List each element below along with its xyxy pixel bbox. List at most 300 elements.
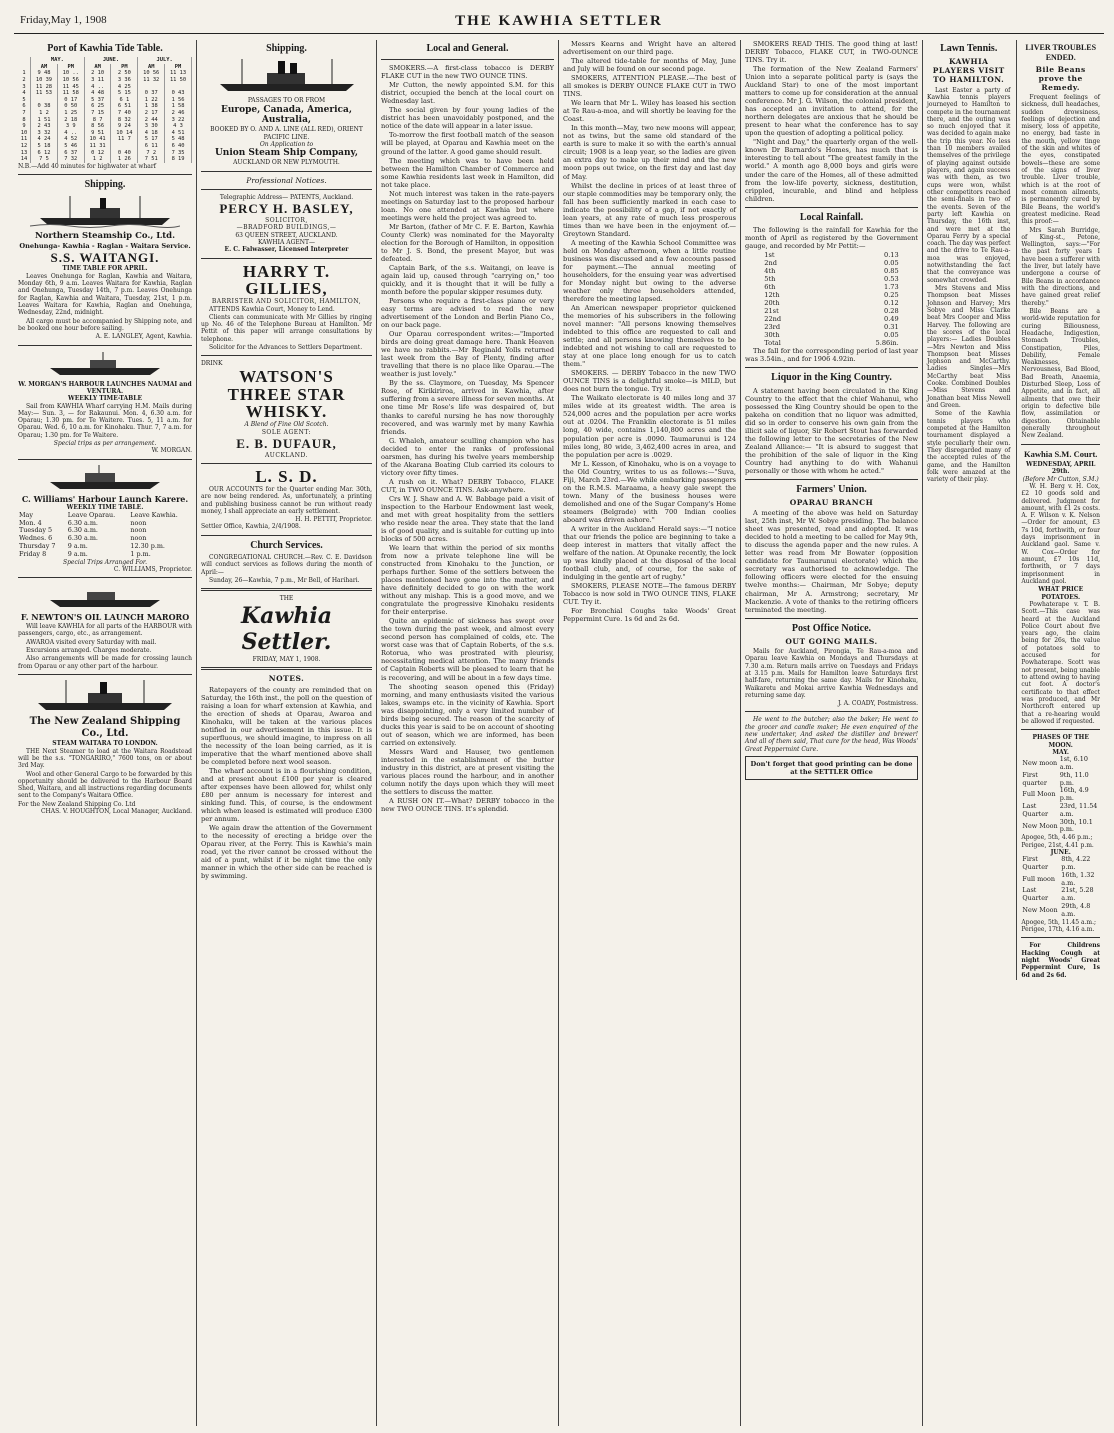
williams-cell: Thursday 7 [19, 542, 56, 550]
tide-cell: 10 .. [57, 70, 84, 77]
moon-cell: 1st, 6.10 a.m. [1059, 755, 1088, 771]
tide-cell: 7 40 [111, 110, 138, 117]
williams-cell: Leave Oparau. [67, 510, 116, 519]
local-p6: Not much interest was taken in the rate-payers meetings on Saturday last to the proposed harbour loan. No one attended at Kawhia but where meetings were held the project was agreed to. [381, 189, 554, 222]
watsons-sub: THREE STAR [227, 384, 346, 404]
tide-cell: 4 .. [84, 84, 111, 91]
tide-cell: 0 43 [165, 90, 192, 97]
tide-cell: 8 32 [111, 117, 138, 124]
liver-heading: LIVER TROUBLES ENDED. [1025, 43, 1097, 62]
rainfall-cell: 20th [764, 299, 780, 308]
lsd-office: Settler Office, Kawhia, 2/4/1908. [201, 523, 301, 531]
tide-ampm: PM [111, 64, 138, 71]
tennis-text2: Mrs Stevens and Miss Thompson beat Misses Johnson and Harvey; Mrs Sobye and Miss Clarke beat Mrs Cooper and Miss Harvey. The following are the scores of the local players:— Ladies Doubles—Mrs Newton and Miss Thompson beat Misses Jephson and McCarthy. Ladies Singles—Mrs McCarthy beat Miss Cooke. Combined Doubles—Miss Stevens and Jonathan beat Miss Newell and Green. [927, 285, 1011, 410]
moon-cell: 16th, 4.9 p.m. [1059, 786, 1089, 803]
tide-ampm: PM [165, 64, 192, 71]
moon-row [1021, 772, 1100, 788]
newton-text2: AWAROA visited every Saturday with mail. [26, 638, 157, 646]
rainfall-cell: 2nd [764, 258, 777, 267]
tide-cell: 7 51 [138, 156, 165, 163]
tide-ampm: PM [57, 64, 84, 71]
tide-cell: 11 [18, 136, 31, 143]
williams-row [18, 551, 192, 559]
williams-title: C. Williams' Harbour Launch Karere. [21, 493, 189, 504]
tide-cell: 1 38 [138, 103, 165, 110]
tide-row [18, 77, 192, 84]
tide-cell: 11 7 [111, 136, 138, 143]
tide-row [18, 117, 192, 124]
nzship-sub: STEAM WAITARA TO LONDON. [52, 740, 158, 748]
tide-cell: 4 24 [31, 136, 58, 143]
rainfall-row [762, 275, 900, 283]
moon-cell: 23rd, 11.54 a.m. [1059, 802, 1098, 818]
tide-month: JUNE. [84, 57, 138, 64]
tide-cell: 1 [18, 70, 31, 77]
local-p9: Persons who require a first-class piano or very easy terms are advised to read the new advertisement of the London and Berlin Piano Co., on our back page. [381, 297, 554, 330]
rainfall-cell: 6th [764, 283, 776, 292]
passages-line2: Europe, Canada, America, Australia, [220, 104, 353, 126]
williams-cell: 1 p.m. [130, 549, 151, 558]
moon-may-note: Apogee, 5th, 4.46 p.m.; Perigee, 21st, 4.41 p.m. [1021, 834, 1094, 849]
tide-cell: 10 41 [84, 136, 111, 143]
steamship-icon [30, 679, 180, 713]
tide-cell: 11 28 [31, 84, 58, 91]
tide-row [18, 110, 192, 117]
col4-p5: In this month—May, two new moons will appear, not as twins, but the same old standard of the earth is sure to make it so with the earth's annual circuit; 1908 is a leap year, so the ladies are given an extra day to make up their mind and the new moon pops out twice, on the first day and last day of May. [563, 124, 736, 181]
tide-cell: 2 50 [111, 70, 138, 77]
moon-row [1021, 856, 1100, 872]
watsons-name: WATSON'S [239, 366, 334, 386]
rainfall-cell: 0.05 [884, 258, 899, 267]
tide-row [18, 143, 192, 150]
williams-table [18, 512, 192, 559]
tide-cell: 3 30 [138, 123, 165, 130]
williams-row [18, 512, 192, 520]
moon-may-table [1021, 756, 1100, 834]
local-p12: G. Whaleh, amateur sculling champion who has decided to enter the ranks of professional oarsmen, has during his twelve years membership of the Akarana Boating Club carried its colours to victory over fifty times. [381, 436, 554, 477]
tide-cell: 11 58 [57, 90, 84, 97]
local-p1: SMOKERS.—A first-class tobacco is DERBY FLAKE CUT in the new TWO OUNCE TINS. [381, 64, 554, 81]
potatoes-text: Powhaterape v. T. B. Scott.—This case was heard at the Auckland Police Court about five years ago, the claim being for 26s, the value of potatoes sold to accused for Powhaterape. Scott was not present, being unable to attend owing to having cut foot. A doctor's certificate to that effect was produced, and Mr Northcroft entered up that a re-hearing would be allowed if requested. [1021, 600, 1100, 725]
tide-row [18, 136, 192, 143]
farmers-sub: OPARAU BRANCH [789, 498, 874, 508]
moon-cell: New moon [1022, 759, 1058, 768]
basley-addr: —BRADFORD BUILDINGS,— [236, 224, 337, 232]
moon-cell: First Quarter [1022, 855, 1049, 872]
col4-p4: We learn that Mr L. Wiley has leased his section at Te Rau-a-moa, and will shortly be leaving for the Coast. [563, 99, 736, 124]
moon-cell: First quarter [1022, 770, 1047, 787]
gillies-text2: Clients can communicate with Mr Gillies by ringing up No. 46 of the Telephone Bureau at Hamilton. Mr Pettit of this paper will arrange consultations by telephone. [201, 313, 372, 343]
rainfall-row [762, 291, 900, 299]
tide-cell: 13 [18, 150, 31, 157]
issue-date: Friday,May 1, 1908 [20, 14, 107, 26]
rainfall-cell: 0.12 [884, 299, 899, 308]
rainfall-cell: 23rd [764, 323, 781, 332]
moon-cell: 9th, 11.0 p.m. [1059, 770, 1089, 787]
williams-cell: 12.30 p.m. [130, 542, 165, 550]
local-p17: The shooting season opened this (Friday) morning, and many enthusiasts visited the various lakes, swamps etc. in the vicinity of Kawhia. Sport was disappointing, only a very limited number of birds being secured. The reason of the scarcity of ducks this year is said to be on account of shooting out of season, which we are informed, has been carried on extensively. [381, 682, 554, 747]
court-date: WEDNESDAY, APRIL 29th. [1026, 460, 1096, 476]
tide-cell: 9 [18, 123, 31, 130]
morgan-title: W. MORGAN'S HARBOUR LAUNCHES NAUMAI and VENTURA. [18, 380, 192, 395]
tide-cell: 4 51 [165, 130, 192, 137]
tide-cell: 1 58 [165, 103, 192, 110]
tide-cell: 3 36 [111, 77, 138, 84]
watsons-whisky: WHISKY. [245, 402, 328, 422]
tide-cell: 5 48 [165, 136, 192, 143]
local-p11: By the ss. Claymore, on Tuesday, Ms Spencer Rose, of Kirikiriroa, arrived in Kawhia, after suffering from a severe illness for seven months. At one time Mr Rose's life was despaired of, but thanks to careful nursing he has now thoroughly recovered, and was warmly met by many Kawhia friends. [381, 379, 554, 436]
williams-timetable: WEEKLY TIME TABLE. [66, 504, 144, 512]
watsons-drink: DRINK [201, 360, 223, 368]
columns [14, 40, 1104, 1426]
tide-cell: 2 17 [138, 110, 165, 117]
col5-p1: The formation of the New Zealand Farmers' Union into a separate political party is (says the Auckland Star) to one of the most important matters to come up for consideration at the annual conference. Mr J. G. Wilson, the colonial president, has accepted an invitation to attend, for the northern delegates are anxious that he should be present to hear what the conference has to say upon the question of adopting a political policy. [745, 65, 918, 138]
notes-title: NOTES. [268, 674, 305, 684]
rainfall-cell: 30th [764, 331, 780, 340]
column-6 [922, 40, 1104, 1426]
tide-cell: 3 9 [57, 123, 84, 130]
steamship-icon [30, 194, 180, 228]
passages-line4: On Application to [259, 141, 314, 149]
watsons-blend: A Blend of Fine Old Scotch. [244, 421, 329, 429]
tide-cell: 11 50 [165, 77, 192, 84]
morgan-note: Special trips as per arrangement. [53, 440, 157, 448]
gillies-text: ATTENDS Kawhia Court, Money to Lend. [209, 305, 335, 313]
tide-cell: 2 [18, 77, 31, 84]
moon-cell: Full Moon [1022, 790, 1056, 799]
tide-month: MAY. [31, 57, 85, 64]
passages-line3: BOOKED BY O. AND A. LINE (ALL RED), ORIENT PACIFIC LINE. [210, 126, 363, 141]
rainfall-row [762, 315, 900, 323]
local-p14: Crs W. J. Shaw and A. W. Babbage paid a visit of inspection to the Harbour Endowment last week, and met with great hospitality from the settlers who reside near the area. They state that the land is of good quality, and is suitable for cutting up into blocks of 500 acres. [381, 494, 554, 543]
williams-cell: 9 a.m. [67, 542, 88, 550]
tide-cell: 9 48 [31, 70, 58, 77]
moon-row [1021, 756, 1100, 772]
morgan-text: Sail from KAWHIA Wharf carrying H.M. Mails during May:— Sun. 3, — for Rakaunui. Mon. 4, 6.30 a.m. for Oparau; 1.30 pm. for Te Waitere. Tues. 5, 11 a.m. for Oparau. Wed. 6, 10 a.m. for Kinohaku. Thur. 7, 7 a.m. for Oparau; 1.30 pm. for Te Waitere. [18, 402, 192, 439]
church-text2: Sunday, 26—Kawhia, 7 p.m., Mr Bell, of Harihari. [209, 576, 360, 584]
farmers-heading: Farmers' Union. [796, 483, 867, 495]
column-4 [558, 40, 740, 1426]
local-p5: The meeting which was to have been held between the Hamilton Chamber of Commerce and some Kawhia residents last week in Hamilton, did not take place. [381, 156, 554, 189]
moon-cell: New Moon [1022, 906, 1058, 914]
col5-p0: SMOKERS READ THIS. The good thing at last! DERBY Tobacco, FLAKE CUT, in TWO-OUNCE TINS. Try it. [745, 40, 918, 65]
watsons-city: AUCKLAND. [264, 451, 309, 459]
passages-line6: AUCKLAND OR NEW PLYMOUTH. [233, 159, 340, 167]
tide-cell: 11 45 [57, 84, 84, 91]
notes-p1: Ratepayers of the county are reminded that on Saturday, the 16th inst., the poll on the question of raising a loan for wharf extension at Kawhia, and the erection of sheds at Oparau, Awaroa and Kinohaku, will be taken at the various places notified in our advertisement in this issue. It is superfluous, we should imagine, to impress on all the necessity of the loan being carried, as it is imperative that the wharf mentioned above shall be completed before next wool season. [201, 685, 372, 766]
rainfall-row [762, 267, 900, 275]
post-text: Mails for Auckland, Pirongia, Te Rau-a-moa and Oparau leave Kawhia on Mondays and Thursdays at 7.30 a.m. Return mails arrive on Tuesdays and Fridays at 3.15 p.m. Mails for Hamilton leave Saturdays first half-fare, returning the same day. Mails for Kinohaku, Waikaretu and Mokai arrive Kawhia Wednesdays and returning same day. [745, 647, 918, 699]
tide-cell: 4 .. [57, 130, 84, 137]
moon-june-note: Apogee, 5th, 11.45 a.m.; Perigee, 17th, 4.16 a.m. [1021, 918, 1097, 934]
tide-cell: 1 26 [111, 156, 138, 163]
rainfall-cell: 0.49 [884, 315, 899, 324]
moon-row [1021, 872, 1100, 888]
moon-row [1021, 903, 1100, 919]
liquor-heading: Liquor in the King Country. [771, 372, 892, 384]
tide-cell: 0 50 [57, 103, 84, 110]
tide-cell: 3 32 [31, 130, 58, 137]
col4-p6: Whilst the decline in prices of at least three of our staple commodities may be temporary only, the fall has been sufficiently marked in each case to indicate the possibility of a gap, if not exactly of lean years, at any rate of much less prosperous times than we have been in the enjoyment of.—Greytown Standard. [563, 181, 736, 238]
tide-row [18, 97, 192, 104]
moon-june-table [1021, 856, 1100, 919]
tide-cell: 0 17 [57, 97, 84, 104]
rainfall-row [762, 307, 900, 315]
tide-cell: 7 32 [57, 156, 84, 163]
morgan-timetable: WEEKLY TIME-TABLE [67, 395, 143, 403]
williams-cell: 9 a.m. [67, 549, 88, 558]
williams-cell: noon [130, 534, 147, 543]
moon-row [1021, 819, 1100, 835]
post-heading: Post Office Notice. [791, 622, 872, 634]
local-p8: Captain Bark, of the s.s. Waitangi, on leave is again laid up, caused through "carrying on," too quickly, and it is thought that it will be fully a month before the popular skipper resumes duty. [381, 263, 554, 297]
tide-cell: 4 18 [138, 130, 165, 137]
tide-cell: 6 25 [84, 103, 111, 110]
basley-role: SOLICITOR, [265, 216, 308, 224]
nsco-timetable: TIME TABLE FOR APRIL. [62, 265, 148, 273]
tennis-text: Last Easter a party of Kawhia tennis players journeyed to Hamilton to compete in the tournament there, and the outing was so much enjoyed that it was decided to again make the trip this year. No less than 10 members availed themselves of the privilege of playing against outside players, and again success was with them, as two cups were won, whilst other competitors reached the semi-finals in two of the events. Seven of the party left Kawhia on Thursday, the 16th inst, and were met at the Oparau Ferry by a special coach. The day was perfect and the drive to Te Rau-a-moa was enjoyed, notwithstanding the fact that the conveyance was somewhat crowded. [927, 86, 1011, 284]
col5-p2: "Night and Day," the quarterly organ of the well-known Dr Barnardo's Homes, has much that is interesting to tell about "The greatest family in the world." A month ago 8,000 boys and girls were under the care of the Homes, all of these admitted from the low-life poverty, sickness, destitution, crippled, incurable, and blind and helpless children. [745, 138, 918, 203]
williams-cell: noon [130, 526, 147, 535]
tide-cell: 10 56 [138, 70, 165, 77]
nsco-note: All cargo must be accompanied by Shipping note, and be booked one hour before sailing. [18, 317, 192, 332]
church-title: Church Services. [250, 539, 323, 551]
tide-row [18, 123, 192, 130]
rainfall-cell: 1.73 [884, 283, 899, 292]
rainfall-table [762, 251, 900, 339]
masthead [14, 8, 1104, 34]
liquor-text: A statement having been circulated in the King Country to the effect that the chief Wahanui, who possessed the King Country should be open to the pakeha on condition that no liquor was admitted, did so in order to conserve his own gain from the illicit sale of liquor, Sir Robert Stout has forwarded the following letter to the secretaries of the New Zealand Alliance:— "It is absurd to suggest that the prohibition of the sale of liquor in the King Country had anything to do with Wahanui personally or those with whom he acted." [745, 386, 918, 475]
rainfall-cell: 0.85 [884, 266, 899, 275]
nzship-text: THE Next Steamer to load at the Waitara Roadstead will be the s.s. "TONGARIRO," 7600 tons, on or about 3rd May. [18, 747, 192, 770]
moon-cell: 30th, 10.1 p.m. [1059, 817, 1093, 834]
moon-cell: Full moon [1022, 874, 1055, 883]
local-p19: A RUSH ON IT.—What? DERBY tobacco in the new TWO OUNCE TINS. It's splendid. [381, 796, 554, 813]
tide-cell: 2 43 [31, 123, 58, 130]
tide-cell: 6 12 [31, 150, 58, 157]
court-heading: Kawhia S.M. Court. [1023, 448, 1098, 459]
rainfall-total-label: Total [764, 339, 781, 348]
col4-p8: An American newspaper proprietor quickened the memories of his subscribers in the following novel manner: "All persons knowing themselves indebted to this office are requested to call and settle; and all persons knowing themselves to be indebted and not wishing to call are requested to stay at one place long enough for us to catch them." [563, 304, 736, 369]
williams-cell: 6.30 a.m. [67, 518, 98, 527]
basley-tele: Telegraphic Address— PATENTS, Auckland. [219, 193, 354, 201]
tide-cell: 1 25 [57, 110, 84, 117]
tide-cell: 1 2 [31, 110, 58, 117]
tide-cell: 4 [18, 90, 31, 97]
rainfall-cell: 22nd [764, 315, 782, 324]
launch-icon [35, 582, 175, 610]
tide-cell: 7 15 [84, 110, 111, 117]
moon-may-label: MAY. [1052, 748, 1069, 756]
shipping-heading: Shipping. [84, 179, 126, 190]
tide-row [18, 84, 192, 91]
tide-cell: 6 1 [111, 97, 138, 104]
tide-cell: 0 40 [111, 150, 138, 157]
column-3 [376, 40, 558, 1426]
rainfall-total: 5.86in. [875, 339, 899, 348]
williams-note: Special Trips Arranged For. [62, 558, 147, 566]
tide-cell: 5 46 [57, 143, 84, 150]
verse: He went to the butcher; also the baker; He went to the grocer and candle maker; He even enquired of the new undertaker, And asked the distiller and brewer! And all of them said, That cure for the head, Was Woods' Great Peppermint Cure. [745, 716, 918, 753]
basley-name: PERCY H. BASLEY, [219, 201, 354, 217]
tide-cell: 2 18 [57, 117, 84, 124]
tennis-heading: Lawn Tennis. [940, 43, 998, 54]
tide-rows [18, 70, 192, 162]
notes-p2: The wharf account is in a flourishing condition, and at present about £100 per year is cleared after expenses have been allowed for, whilst only £80 per annum is necessary for interest and sinking fund. This, of course, is the endowment which when leased is estimated will produce £300 per annum. [201, 766, 372, 824]
moon-cell: Last Quarter [1022, 886, 1049, 903]
moon-june-label: JUNE. [1050, 848, 1071, 856]
court-bench: (Before Mr Cutton, S.M.) [1022, 475, 1099, 483]
tide-cell [165, 84, 192, 91]
rainfall-cell: 4th [764, 266, 776, 275]
tide-row [18, 150, 192, 157]
printing-ad: Don't forget that good printing can be done at the SETTLER Office [745, 756, 918, 780]
rainfall-cell: 0.13 [884, 250, 899, 259]
tide-cell [31, 97, 58, 104]
moon-row [1021, 803, 1100, 819]
tide-cell: 14 [18, 156, 31, 163]
tide-note: N.B.—Add 40 minutes for highwater at wharf [18, 162, 156, 170]
lsd-text: OUR ACCOUNTS for the Quarter ending Mar. 30th, are now being rendered. As, unfortunately, a printing and publishing business cannot be run without ready money, I shall appreciate an early settlement. [201, 485, 372, 515]
liver-text: Frequent feelings of sickness, dull headaches, sudden drowsiness, feelings of dejection and misery, loss of appetite, no energy, bad taste in the mouth, yellow tinge of the skin and whites of the eyes, constipated bowels—these are some of the signs of liver trouble. Liver trouble, which is at the root of most common ailments, is permanently cured by Bile Beans, the world's greatest medicine. Read this proof:— [1021, 93, 1100, 226]
tide-cell: 12 [18, 143, 31, 150]
tide-cell: 4 3 [165, 123, 192, 130]
tide-ampm: AM [84, 64, 111, 71]
local-heading: Local and General. [426, 43, 509, 54]
settler-name: Kawhia Settler. [241, 602, 332, 656]
coughs-ad: For Childrens Hacking Cough at night Woods' Great Peppermint Cure, 1s 6d and 2s 6d. [1021, 942, 1100, 979]
tide-ampm: AM [31, 64, 58, 71]
morgan-sign: W. MORGAN. [151, 447, 192, 455]
tide-cell: 6 51 [111, 103, 138, 110]
rainfall-heading: Local Rainfall. [799, 211, 864, 223]
tide-cell: 7 5 [31, 156, 58, 163]
nsco-name: Northern Steamship Co., Ltd. [34, 231, 176, 242]
tide-cell: 11 31 [84, 143, 111, 150]
passages-line5: Union Steam Ship Company, [214, 148, 359, 159]
tide-cell: 8 56 [84, 123, 111, 130]
tide-cell: 5 15 [111, 90, 138, 97]
court-text: W. H. Berg v. H. Cox, £2 10 goods sold and delivered. Judgment for amount, with £1 2s costs. A. F. Wilson v. K. Nelson—Order for amount, £3 7s 10d, forthwith, or four days imprisonment in Auckland gaol. Same v. W. Cox—Order for amount, £7 10s 11d, forthwith, or 7 days imprisonment in Auckland gaol. [1021, 482, 1100, 585]
col4-p7: A meeting of the Kawhia School Committee was held on Monday afternoon, when a little routine business was discussed and a few accounts passed for payment.—The annual meeting of householders, for the ensuing year was advertised for Monday night but owing to the adverse weather only three householders attended, therefore the meeting lapsed. [563, 238, 736, 303]
launch-icon [35, 464, 175, 492]
watsons-agent: SOLE AGENT: [261, 428, 312, 436]
tide-cell: 4 52 [57, 136, 84, 143]
liver-text3: Bile Beans are a world-wide reputation for curing Biliousness, Headache, Indigestion, Stomach Troubles, Constipation, Piles, Debility, Female Weaknesses, Nervousness, Bad Blood, Bad Breath, Anaemia, Disturbed Sleep, Loss of Appetite, and in fact, all ailments that owe their origin to defective bile flow, assimilation or digestion. Obtainable generally throughout New Zealand. [1021, 307, 1100, 440]
liver-sub: Bile Beans prove the Remedy. [1035, 64, 1086, 92]
passages-line1: PASSAGES TO OR FROM [247, 97, 326, 105]
gillies-text3: Solicitor for the Advances to Settlers Department. [209, 344, 363, 352]
tide-cell: 5 18 [31, 143, 58, 150]
tide-cell: 2 46 [165, 110, 192, 117]
tide-ampm: AM [138, 64, 165, 71]
tide-table [18, 57, 192, 163]
tide-cell: 4 48 [84, 90, 111, 97]
tide-cell: 2 10 [84, 70, 111, 77]
nzship-text3: For the New Zealand Shipping Co. Ltd [18, 800, 136, 808]
williams-cell: Leave Kawhia. [130, 510, 178, 519]
col4-p2: The altered tide-table for months of May, June and July will be found on our second page. [563, 57, 736, 74]
potatoes-heading: WHAT PRICE POTATOES. [1038, 586, 1084, 601]
col4-p11: Mr L. Kesson, of Kinohaku, who is on a voyage to the Old Country, writes to us as follows:—"Suva, Fiji, March 23rd.—We while embarking passengers on the R.M.S. Maraama, a heavy gale swept the town. Many of the business houses were demolished and one of the Sugar Company's Home steamers (Belgrade) with 700 Indian coolies aboard was driven ashore." [563, 459, 736, 524]
local-p16: Quite an epidemic of sickness has swept over the town during the past week, and almost every second person has complained of colds, etc. The worst case was that of Captain Roberts, of the s.s. Rotorua, who was prostrated with pleurisy, necessitating medical attention. The many friends of Captain Roberts will be pleased to learn that he is recovering, and will be about in a few days time. [381, 617, 554, 682]
basley-addr2: 63 QUEEN STREET, AUCKLAND. [235, 231, 338, 239]
tide-cell: 10 39 [31, 77, 58, 84]
tide-cell: 11 13 [165, 70, 192, 77]
tide-cell: 1 51 [31, 117, 58, 124]
moon-cell: New Moon [1022, 821, 1058, 830]
williams-cell: 6.30 a.m. [67, 526, 98, 535]
liver-text2: Mrs Sarah Burridge, of King-st., Petone, Wellington, says:—"For the past forty years I have been a sufferer with the liver, but lately have undergone a course of Bile Beans in accordance with the directions, and have gained great relief thereby." [1021, 226, 1100, 307]
nzship-title: The New Zealand Shipping Co., Ltd. [29, 715, 181, 740]
rainfall-cell: 5th [764, 275, 776, 283]
local-p7: Mr Barton, (father of Mr C. F. E. Barton, Kawhia County Clerk) was nominated for the Mayoralty election for the Borough of Hamilton, in opposition to Mr J. S. Bond, the present Mayor, but was defeated. [381, 222, 554, 263]
newspaper-page [14, 8, 1104, 1426]
tide-cell: 11 53 [31, 90, 58, 97]
tide-cell: 1 2 [84, 156, 111, 163]
shipping-heading: Shipping. [266, 43, 307, 54]
rainfall-row [762, 283, 900, 291]
tide-cell: 7 35 [165, 150, 192, 157]
tide-cell: 11 32 [138, 77, 165, 84]
tide-cell: 7 2 [138, 150, 165, 157]
local-p3: The social given by four young ladies of the district has been unavoidably postponed, and the notice of the date will appear in a later issue. [381, 106, 554, 131]
tide-row [18, 103, 192, 110]
tide-cell: 1 22 [138, 97, 165, 104]
tide-cell: 8 [18, 117, 31, 124]
moon-cell: 29th, 4.8 a.m. [1061, 902, 1091, 918]
tide-cell: 0 12 [84, 150, 111, 157]
williams-cell: noon [130, 518, 147, 527]
gillies-name: HARRY T. GILLIES, [242, 261, 331, 299]
basley-agent2: E. C. Falwasser, Licensed Interpreter [224, 246, 349, 254]
basley-agent: KAWHIA AGENT— [257, 238, 316, 246]
watsons-agent-name: E. B. DUFAUR, [236, 435, 337, 451]
tide-cell: 6 11 [138, 143, 165, 150]
col4-p14: For Bronchial Coughs take Woods' Great Peppermint Cure. 1s 6d and 2s 6d. [563, 607, 736, 624]
launch-icon [35, 350, 175, 378]
local-p10: Our Oparau correspondent writes:—"Imported birds are doing great damage here. Thank Heaven we have no rabbits.—Mr Reginald Yolls returned last week from the Bay of Plenty, finding after travelling that there is no place like Oparau.—The weather is just lovely." [381, 330, 554, 379]
rainfall-note: The fall for the corresponding period of last year was 3.54in., and for 1906 4.92in. [745, 347, 918, 364]
tennis-text3: Some of the Kawhia tennis players who competed at the Hamilton tournament displayed a style peculiarly their own. They disregarded many of the accepted rules of the game, and the Hamilton folk were amazed at the variety of their play. [927, 410, 1011, 484]
tide-cell: 9 24 [111, 123, 138, 130]
tide-cell: 10 56 [57, 77, 84, 84]
col4-p9: SMOKERS. — DERBY Tobacco in the new TWO OUNCE TINS is a delightful smoke—is MILD, but does not burn the tongue. Try it. [563, 369, 736, 394]
tide-month: JULY. [138, 57, 192, 64]
williams-cell: May [19, 510, 33, 519]
tide-cell: 8 7 [84, 117, 111, 124]
gillies-role: BARRISTER AND SOLICITOR, HAMILTON, [211, 298, 362, 306]
williams-cell: Mon. 4 [19, 518, 42, 527]
tide-cell: 5 17 [138, 136, 165, 143]
tide-cell: 4 25 [111, 84, 138, 91]
newspaper-title: THE KAWHIA SETTLER [455, 13, 663, 29]
col4-p3: SMOKERS, ATTENTION PLEASE.—The best of all smokes is DERBY OUNCE FLAKE CUT in TWO TINS. [563, 74, 736, 99]
tide-cell [111, 143, 138, 150]
tide-cell: 3 11 [84, 77, 111, 84]
nsco-route: Onehunga- Kawhia - Raglan - Waitara Service. [19, 241, 191, 250]
tide-row [18, 90, 192, 97]
local-p13: A rush on it. What? DERBY Tobacco, FLAKE CUT, in TWO OUNCE TINS. Ask-anywhere. [381, 477, 554, 494]
tide-cell: 7 [18, 110, 31, 117]
tide-cell: 2 44 [138, 117, 165, 124]
rainfall-cell: 0.31 [884, 323, 899, 332]
tide-cell: 0 37 [138, 90, 165, 97]
rainfall-intro: The following is the rainfall for Kawhia for the month of April as registered by the Government gauge, and recorded by Mr Pettit:— [745, 225, 918, 250]
williams-cell: Wednes. 6 [19, 534, 53, 543]
settler-date: FRIDAY, MAY 1, 1908. [252, 656, 321, 664]
moon-row [1021, 887, 1100, 903]
